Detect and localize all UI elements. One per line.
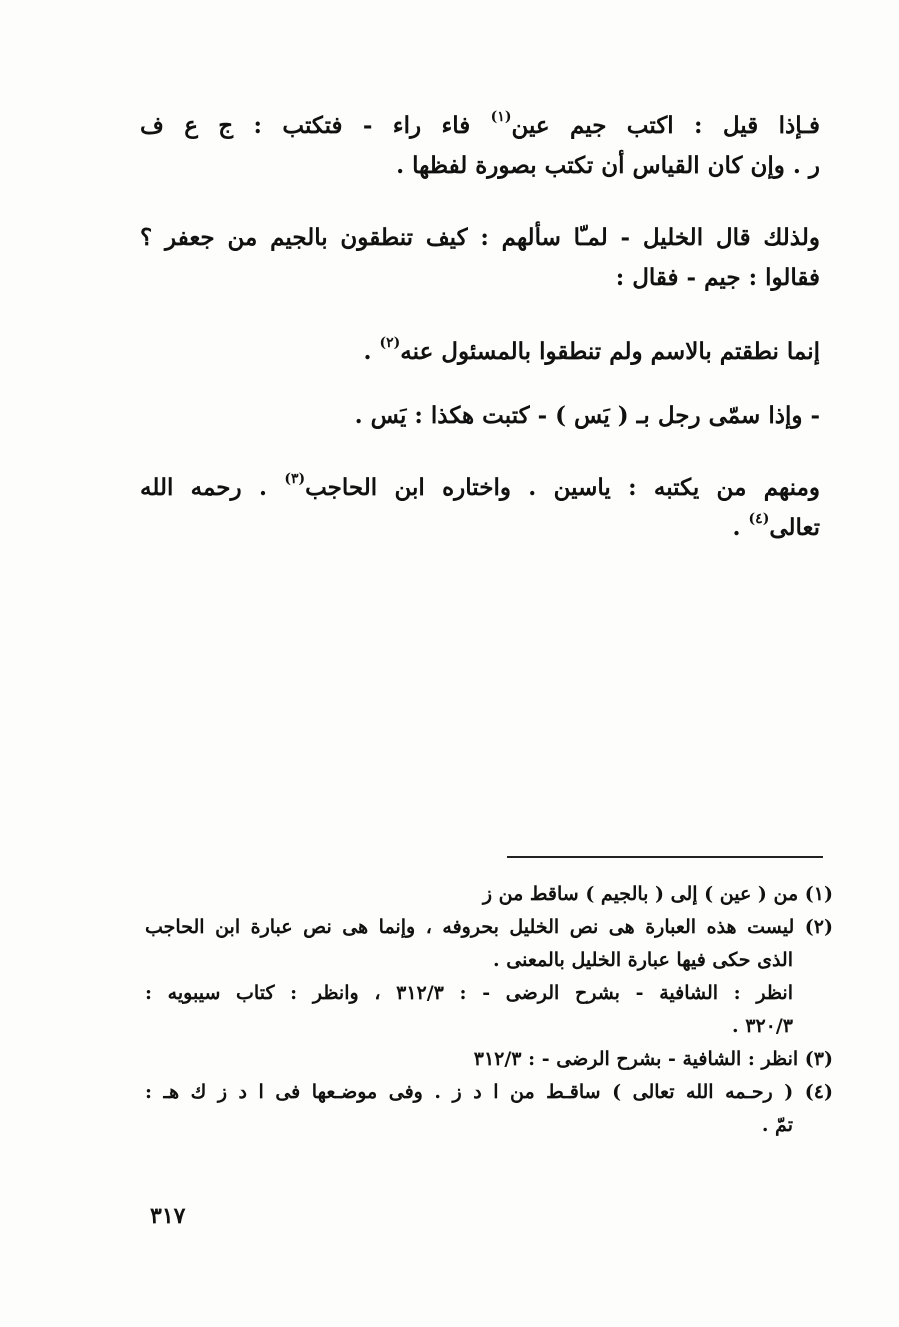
paragraph-1-line-2: ر . وإن كان القياس أن تكتب بصورة لفظها .	[396, 152, 820, 179]
footnote-ref-3: (٣)	[284, 471, 306, 487]
footnote-3: (٣) انظر : الشافية - بشرح الرضى - : ٣١٢/٣	[473, 1048, 833, 1070]
footnote-ref-4: (٤)	[748, 511, 770, 527]
footnote-2-line-2: الذى حكى فيها عبارة الخليل بالمعنى .	[493, 949, 793, 971]
paragraph-2-line-2: فقالوا : جيم - فقال :	[615, 264, 820, 291]
paragraph-1	[140, 106, 820, 186]
paragraph-4-line-1: - وإذا سمّى رجل بـ ( يَس ) - كتبت هكذا : يَس .	[354, 402, 820, 429]
footnote-2-line-1: (٢) ليست هذه العبارة هى نص الخليل بحروفه ، وإنما هى نص عبارة ابن الحاجب	[145, 916, 833, 938]
paragraph-2	[140, 218, 820, 298]
paragraph-2-line-1: ولذلك قال الخليل - لمـّا سألهم : كيف تنطقون بالجيم من جعفر ؟	[140, 224, 820, 251]
page-number: ٣١٧	[150, 1203, 186, 1229]
footnote-4-line-1: (٤) ( رحـمه الله تعالى ) ساقـط من ا د ز . وفى موضـعها فى ا د ز ك هـ :	[145, 1081, 833, 1103]
paragraph-5	[140, 468, 820, 548]
footnote-2-line-3: انظر : الشافية - بشرح الرضى - : ٣١٢/٣ ، وانظر : كتاب سيبويه :	[145, 982, 793, 1004]
footnote-4-line-2: تمّ .	[761, 1114, 793, 1136]
paragraph-3-quote	[140, 332, 820, 372]
footnote-ref-2: (٢)	[379, 335, 401, 351]
paragraph-5-line-2: تعالى$^{(٤)}$ .	[732, 511, 820, 541]
footnote-2-line-4: ٣٢٠/٣ .	[732, 1015, 793, 1037]
footnotes	[145, 878, 833, 1142]
footnote-1: (١) من ( عين ) إلى ( بالجيم ) ساقط من ز	[482, 883, 833, 905]
paragraph-5-line-1: ومنهم من يكتبه : ياسين . واختاره ابن الحاجب$^{(٣)}$ . رحمه الله	[140, 471, 820, 501]
paragraph-3-line-1: إنما نطقتم بالاسم ولم تنطقوا بالمسئول عنه$^{(٢)}$ .	[363, 335, 820, 365]
footnote-separator	[507, 856, 823, 858]
paragraph-1-line-1: فـإذا قيل : اكتب جيم عين$^{(١)}$ فاء راء - فتكتب : ج ع ف	[140, 109, 820, 139]
footnote-ref-1: (١)	[490, 109, 512, 125]
paragraph-4	[140, 396, 820, 436]
